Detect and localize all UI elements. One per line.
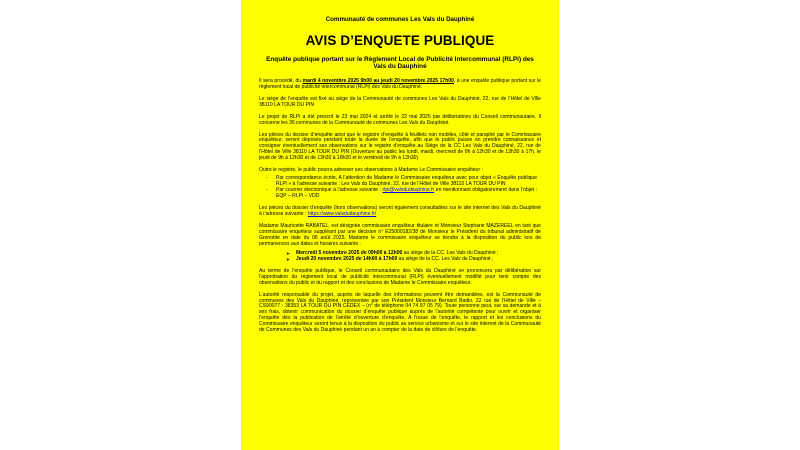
list-item bbox=[259, 188, 541, 200]
dates-intro: Il sera procédé, du bbox=[259, 77, 303, 84]
email-method-outro: en mentionnant obligatoirement dans l’objet : EQP – RLPi – VDD bbox=[276, 187, 537, 200]
permanence-place: au siège de la CC. Les Vals du Dauphiné ; bbox=[402, 249, 499, 256]
paragraph-commissioner: Madame Mauricette RABATEL, est désignée commissaire enquêteur titulaire et Monsieur Stephane MAZEREEL en tant que commissaire enquêteur suppléant par une décision n° E25000182/38 de Monsieur le Président du tribunal administratif de Grenoble en date du 06 août 2025. Madame le commissaire enquêteur se tiendra à la disposition du public lors de permanences aux dates et horaires suivants : bbox=[259, 222, 541, 247]
dash-marker: - bbox=[266, 187, 268, 194]
dates-outro: , à une enquête publique portant sur le règlement local de publicité intercommunal (RLPi) des Vals du Dauphiné. bbox=[259, 77, 541, 90]
paragraph-observations: Outre le registre, le public pourra adresser ses observations à Madame Le Commissaire enquêteur : bbox=[259, 167, 483, 174]
paragraph-dossier: Les pièces du dossier d’enquête ainsi que le registre d’enquête à feuillets non mobiles, côté et paraphé par le Commissaire enquêteur, seront déposés pendant toute la durée de l’enquête, afin que le public puisse en prendre connaissance et consigner éventuellement ses observations sur le registre d’enquête au Siège de la CC Les Vals du Dauphiné, 22, rue de l’Hôtel de Ville 38110 LA TOUR DU PIN (Ouverture au public les lundi, mardi, mercredi de 9h à 12h30 et de 13h30 à 17h, le jeudi de 9h à 12h30 et de 13h30 à 18h30 et le vendredi de 9h à 12h30) bbox=[259, 131, 541, 162]
paragraph-authority: L’autorité responsable du projet, auprès de laquelle des informations peuvent être demandées, est la Communauté de communes des Vals du Dauphiné, représentée par son Président Monsieur Bernard Badin, 22 rue de l’Hôtel de Ville – CS90077 - 38353 LA TOUR DU PIN CEDEX – (n° de téléphone 04 74 97 05 79). Toute personne peut, sur sa demande et à ses frais, obtenir communication du dossier d’enquête publique auprès de l’autorité compétente pour ouvrir et organiser l’enquête dès la publication de l’arrêté d’ouverture d’enquête. A l’issue de l’enquête, le rapport et les conclusions du Commissaire enquêteur seront tenus à la disposition du public au service urbanisme et sur le site internet de la Communauté de Communes des Vals du Dauphiné pendant un an à compter de la date de clôture de l’enquête. bbox=[259, 291, 541, 334]
postal-method: Par correspondance écrite, A l’attention de Madame le Commissaire enquêteur avec pour objet « Enquête publique RLPi » à l’adresse suivante : Les Vals du Dauphiné, 22, rue de l’Hôtel de Ville 38110 LA TOUR DU PIN bbox=[276, 175, 537, 188]
email-link[interactable]: rlpi@valsdudauphine.fr bbox=[382, 187, 435, 194]
organization-header: Communauté de communes Les Vals du Dauphiné bbox=[325, 16, 475, 23]
dash-marker: - bbox=[266, 175, 268, 182]
notice-subtitle: Enquête publique portant sur le Règlement Local de Publicité Intercommunal (RLPi) des Vals du Dauphiné bbox=[266, 56, 534, 71]
paragraph-project: Le projet de RLPi a été prescrit le 23 mai 2024 et arrêté le 22 mai 2025 par délibérations du Conseil communautaire. Il concerne les 36 communes de la Communauté de communes Les Vals du Dauphiné. bbox=[259, 113, 541, 126]
email-method-intro: Par courrier électronique à l’adresse suivante : bbox=[276, 187, 383, 194]
permanence-place: au siège de la CC. Les Vals du Dauphiné ; bbox=[397, 255, 494, 262]
paragraph-seat: Le siège de l’enquête est fixé au siège de la Communauté de communes Les Vals du Dauphiné, 22, rue de l’Hôtel de Ville 38110 LA TOUR DU PIN bbox=[259, 95, 541, 108]
observation-methods-list bbox=[259, 176, 541, 200]
arrow-marker: ➤ bbox=[286, 250, 290, 256]
arrow-marker: ➤ bbox=[286, 256, 290, 262]
paragraph-conclusion: Au terme de l’enquête publique, le Conseil communautaire des Vals du Dauphiné se prononcera par délibération sur l’approbation du règlement local de publicité intercommunal (RLPi) éventuellement modifié pour tenir compte des observations du public et du rapport et des conclusions de Madame le Commissaire enquêteur. bbox=[259, 267, 541, 286]
website-link[interactable]: https://www.valsdudauphine.fr/ bbox=[307, 211, 377, 218]
permanences-list bbox=[259, 251, 541, 263]
notice-page bbox=[241, 0, 559, 450]
website-intro: Les pièces du dossier d’enquête (hors observations) seront également consultables sur le site internet des Vals du Dauphiné à l’adresse suivante : bbox=[259, 205, 541, 218]
paragraph-dates bbox=[259, 79, 541, 91]
permanence-date: Mercredi 5 novembre 2025 de 09h00 à 12h00 bbox=[296, 249, 403, 256]
paragraph-website bbox=[259, 206, 541, 218]
permanence-date: Jeudi 20 novembre 2025 de 14h00 à 17h00 bbox=[296, 255, 398, 262]
enquiry-dates: mardi 4 novembre 2025 9h00 au jeudi 20 novembre 2025 17h00 bbox=[302, 77, 454, 84]
list-item bbox=[259, 257, 541, 263]
notice-title: AVIS D’ENQUETE PUBLIQUE bbox=[305, 33, 495, 48]
